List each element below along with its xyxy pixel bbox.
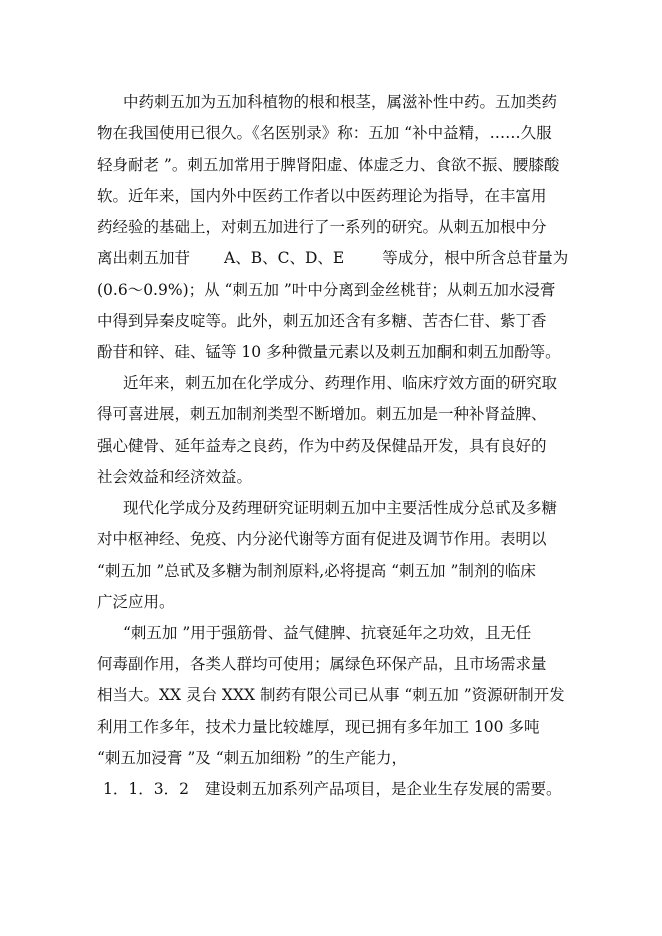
text-line: 强心健骨、延年益寿之良药，作为中药及保健品开发，具有良好的 [97, 437, 547, 455]
text-line: 中得到异秦皮啶等。此外，刺五加还含有多糖、苦杏仁苷、紫丁香 [97, 312, 547, 330]
text-line: 何毒副作用，各类人群均可使用；属绿色环保产品，且市场需求量 [97, 655, 547, 673]
text-line: “刺五加浸膏 ”及 “刺五加细粉 ”的生产能力， [97, 749, 407, 767]
text-line: 轻身耐老 ”。刺五加常用于脾肾阳虚、体虚乏力、食欲不振、腰膝酸 [97, 156, 560, 174]
text-line: 对中枢神经、免疫、内分泌代谢等方面有促进及调节作用。表明以 [97, 530, 547, 548]
text-line: 中药刺五加为五加科植物的根和根茎，属滋补性中药。五加类药 [123, 93, 558, 111]
text-line: 近年来，刺五加在化学成分、药理作用、临床疗效方面的研究取 [123, 374, 558, 392]
text-line: 药经验的基础上，对刺五加进行了一系列的研究。从刺五加根中分 [97, 218, 547, 236]
text-segment: 离出刺五加苷 [97, 249, 191, 267]
text-line: “刺五加 ”用于强筋骨、益气健脾、抗衰延年之功效，且无任 [123, 624, 532, 642]
text-line: “刺五加 ”总甙及多糖为制剂原料,必将提高 “刺五加 ”制剂的临床 [97, 562, 536, 580]
text-line: (0.6～0.9%)；从 “刺五加 ”叶中分离到金丝桃苷；从刺五加水浸膏 [97, 281, 556, 299]
text-line: 现代化学成分及药理研究证明刺五加中主要活性成分总甙及多糖 [123, 499, 558, 517]
text-line: 社会效益和经济效益。 [97, 468, 253, 486]
text-line: 得可喜进展，刺五加制剂类型不断增加。刺五加是一种补肾益脾、 [97, 405, 547, 423]
text-segment: 等成分，根中所含总苷量为 [382, 249, 569, 267]
text-line: 物在我国使用已很久。《名医别录》称：五加 “补中益精，……久服 [97, 124, 552, 142]
text-line: 软。近年来，国内外中医药工作者以中医药理论为指导，在丰富用 [97, 187, 547, 205]
section-title: 建设刺五加系列产品项目，是企业生存发展的需要。 [204, 780, 562, 798]
section-heading [103, 777, 561, 801]
section-number: 1．1．3．2 [103, 780, 189, 798]
compound-list: A、B、C、D、E [224, 249, 345, 267]
text-line: 广泛应用。 [97, 593, 175, 611]
text-line: 相当大。XX 灵台 XXX 制药有限公司已从事 “刺五加 ”资源研制开发 [97, 686, 565, 704]
text-line: 酚苷和锌、硅、锰等 10 多种微量元素以及刺五加酮和刺五加酚等。 [97, 343, 561, 361]
text-line [97, 246, 568, 270]
text-line: 利用工作多年，技术力量比较雄厚，现已拥有多年加工 100 多吨 [97, 718, 540, 736]
